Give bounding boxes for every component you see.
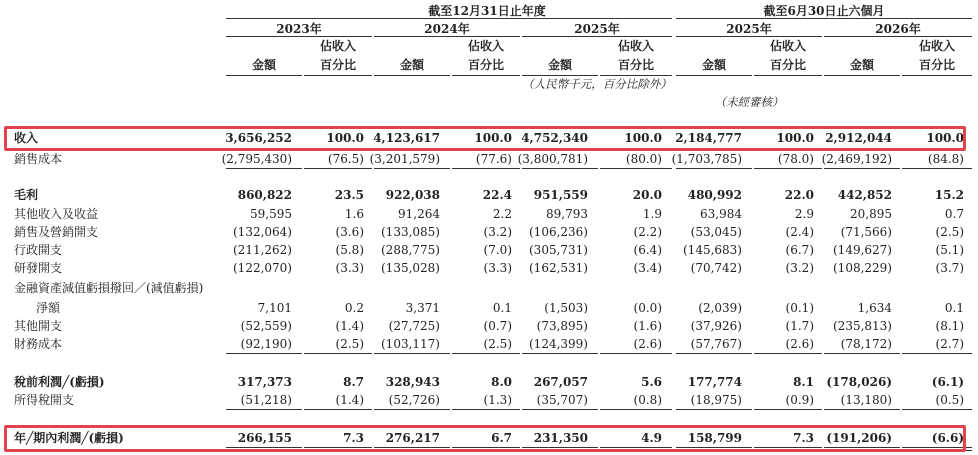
percent-cell: (2.5)	[335, 337, 364, 351]
subheader-rule	[374, 75, 450, 76]
header-year-group: 截至12月31日止年度	[428, 4, 546, 18]
percent-cell: (3.4)	[633, 261, 662, 275]
row-label: 稅前利潤╱(虧損)	[14, 375, 105, 389]
amount-cell: (288,775)	[381, 243, 440, 257]
amount-cell: (122,070)	[233, 261, 292, 275]
percent-cell: (5.1)	[935, 243, 964, 257]
table-row	[0, 241, 978, 259]
header-half-group-rule	[676, 18, 972, 19]
percent-cell: 100.0	[926, 131, 964, 145]
amount-cell: 267,057	[533, 375, 588, 389]
table-row	[0, 186, 978, 204]
subtotal-rule	[600, 409, 672, 410]
table-row	[0, 373, 978, 391]
subheader-rule	[824, 75, 900, 76]
amount-cell: (52,559)	[240, 319, 292, 333]
year-header-2026-half: 2026年	[875, 22, 921, 36]
row-label: 年╱期內利潤╱(虧損)	[14, 431, 124, 445]
amount-cell: 1,634	[857, 301, 892, 315]
amount-cell: (124,399)	[529, 337, 588, 351]
percent-cell: (6.4)	[633, 243, 662, 257]
revenue-highlight-box	[4, 126, 966, 151]
row-label: 淨額	[36, 301, 61, 315]
amount-cell: (2,469,192)	[821, 152, 892, 166]
table-row	[0, 391, 978, 409]
year-header-2025: 2025年	[574, 22, 620, 36]
percent-cell: (3.6)	[335, 225, 364, 239]
header-year-group-rule	[226, 18, 672, 19]
percent-cell: (8.1)	[935, 319, 964, 333]
subtotal-rule	[304, 409, 372, 410]
row-label: 研發開支	[14, 261, 63, 275]
amount-cell: (106,236)	[529, 225, 588, 239]
percent-cell: 100.0	[474, 131, 512, 145]
percent-cell: 100.0	[326, 131, 364, 145]
percent-cell: 6.7	[491, 431, 512, 445]
row-label: 銷售成本	[14, 152, 63, 166]
pct-header-line2: 百分比	[467, 58, 504, 72]
percent-cell: 22.0	[784, 188, 814, 202]
percent-cell: (2.5)	[483, 337, 512, 351]
subheader-rule	[304, 75, 372, 76]
amount-cell: (178,026)	[826, 375, 892, 389]
percent-cell: (6.7)	[785, 243, 814, 257]
percent-cell: (5.8)	[335, 243, 364, 257]
row-label: 收入	[14, 131, 39, 145]
pct-header-line1: 佔收入	[769, 39, 806, 53]
subtotal-rule	[452, 409, 520, 410]
amount-header: 金額	[399, 58, 424, 72]
subtotal-rule	[754, 409, 822, 410]
amount-cell: (71,566)	[840, 225, 892, 239]
amount-cell: (2,795,430)	[221, 152, 292, 166]
amount-cell: 922,038	[385, 188, 440, 202]
amount-cell: (37,926)	[690, 319, 742, 333]
amount-cell: 317,373	[237, 375, 292, 389]
amount-cell: (3,201,579)	[369, 152, 440, 166]
amount-cell: 328,943	[385, 375, 440, 389]
percent-cell: 20.0	[632, 188, 662, 202]
year-rule-2023	[226, 36, 372, 37]
subtotal-rule	[600, 168, 672, 169]
percent-cell: 4.9	[641, 431, 662, 445]
percent-cell: 100.0	[624, 131, 662, 145]
table-row	[0, 279, 978, 297]
percent-cell: 0.2	[344, 301, 364, 315]
amount-cell: 266,155	[237, 431, 292, 445]
year-rule-2024	[374, 36, 520, 37]
table-row	[0, 317, 978, 335]
amount-cell: (53,045)	[690, 225, 742, 239]
subtotal-rule	[824, 168, 900, 169]
subtotal-rule	[226, 168, 302, 169]
amount-header: 金額	[251, 58, 276, 72]
row-label: 財務成本	[14, 337, 63, 351]
percent-cell: (3.2)	[483, 225, 512, 239]
percent-cell: (0.9)	[785, 393, 814, 407]
percent-cell: 22.4	[482, 188, 512, 202]
amount-cell: (18,975)	[690, 393, 742, 407]
pct-header-line1: 佔收入	[467, 39, 504, 53]
subtotal-rule	[374, 353, 450, 354]
table-row	[0, 150, 978, 168]
subtotal-rule	[374, 409, 450, 410]
amount-cell: (13,180)	[840, 393, 892, 407]
amount-cell: (57,767)	[690, 337, 742, 351]
subtotal-rule	[226, 409, 302, 410]
amount-cell: (191,206)	[826, 431, 892, 445]
amount-cell: (1,503)	[544, 301, 588, 315]
percent-cell: 7.3	[793, 431, 814, 445]
amount-cell: 276,217	[385, 431, 440, 445]
amount-cell: (73,895)	[536, 319, 588, 333]
subtotal-rule	[522, 168, 598, 169]
amount-cell: 91,264	[398, 207, 440, 221]
amount-cell: 860,822	[237, 188, 292, 202]
amount-cell: (103,117)	[381, 337, 440, 351]
year-rule-2026-half	[824, 36, 972, 37]
amount-cell: (78,172)	[840, 337, 892, 351]
amount-cell: 2,912,044	[825, 131, 892, 145]
unaudited-note: （未經審核）	[714, 95, 784, 109]
percent-cell: 0.1	[944, 301, 964, 315]
amount-header: 金額	[849, 58, 874, 72]
row-label: 所得稅開支	[14, 393, 75, 407]
pct-header-line1: 佔收入	[918, 39, 955, 53]
subtotal-rule	[374, 168, 450, 169]
pct-header-line2: 百分比	[918, 58, 955, 72]
percent-cell: (6.1)	[931, 375, 964, 389]
amount-cell: 63,984	[700, 207, 742, 221]
percent-cell: (3.3)	[335, 261, 364, 275]
subtotal-rule	[676, 353, 752, 354]
subheader-rule	[226, 75, 302, 76]
amount-cell: (135,028)	[381, 261, 440, 275]
amount-cell: (145,683)	[683, 243, 742, 257]
percent-cell: (2.2)	[633, 225, 662, 239]
amount-cell: (1,703,785)	[671, 152, 742, 166]
percent-cell: 8.1	[793, 375, 814, 389]
percent-cell: (1.4)	[335, 393, 364, 407]
amount-cell: (108,229)	[833, 261, 892, 275]
percent-cell: (0.5)	[935, 393, 964, 407]
pct-header-line2: 百分比	[617, 58, 654, 72]
percent-cell: 100.0	[776, 131, 814, 145]
subtotal-rule	[824, 409, 900, 410]
percent-cell: (2.6)	[785, 337, 814, 351]
amount-cell: (92,190)	[240, 337, 292, 351]
row-label: 行政開支	[14, 243, 63, 257]
amount-cell: 3,371	[405, 301, 440, 315]
percent-cell: 23.5	[334, 188, 364, 202]
pct-header-line2: 百分比	[319, 58, 356, 72]
pct-header-line1: 佔收入	[617, 39, 654, 53]
amount-cell: 7,101	[257, 301, 292, 315]
percent-cell: (0.1)	[785, 301, 814, 315]
amount-cell: (35,707)	[536, 393, 588, 407]
amount-header: 金額	[701, 58, 726, 72]
amount-cell: (132,064)	[233, 225, 292, 239]
table-row	[0, 205, 978, 223]
amount-cell: (2,039)	[698, 301, 742, 315]
amount-cell: (305,731)	[529, 243, 588, 257]
amount-cell: (51,218)	[240, 393, 292, 407]
subheader-rule	[452, 75, 520, 76]
pct-header-line1: 佔收入	[319, 39, 356, 53]
percent-cell: 2.2	[492, 207, 512, 221]
percent-cell: (0.7)	[483, 319, 512, 333]
subtotal-rule	[824, 353, 900, 354]
percent-cell: (2.4)	[785, 225, 814, 239]
table-row	[0, 259, 978, 277]
percent-cell: (1.7)	[785, 319, 814, 333]
amount-cell: 4,752,340	[521, 131, 588, 145]
row-label: 毛利	[14, 188, 39, 202]
percent-cell: (3.7)	[935, 261, 964, 275]
amount-cell: (133,085)	[381, 225, 440, 239]
percent-cell: (2.5)	[935, 225, 964, 239]
percent-cell: (1.4)	[335, 319, 364, 333]
percent-cell: 1.9	[642, 207, 662, 221]
percent-cell: (0.8)	[633, 393, 662, 407]
percent-cell: (84.8)	[927, 152, 964, 166]
subtotal-rule	[226, 353, 302, 354]
amount-cell: 158,799	[687, 431, 742, 445]
subheader-rule	[902, 75, 972, 76]
header-half-group: 截至6月30日止六個月	[763, 4, 885, 18]
percent-cell: 8.7	[343, 375, 364, 389]
amount-cell: 4,123,617	[373, 131, 440, 145]
pct-header-line2: 百分比	[769, 58, 806, 72]
percent-cell: (7.0)	[483, 243, 512, 257]
percent-cell: (6.6)	[931, 431, 964, 445]
percent-cell: (76.5)	[327, 152, 364, 166]
percent-cell: 7.3	[343, 431, 364, 445]
amount-cell: 20,895	[850, 207, 892, 221]
subtotal-rule	[754, 353, 822, 354]
year-header-2025-half: 2025年	[726, 22, 772, 36]
amount-cell: 231,350	[533, 431, 588, 445]
year-header-2023: 2023年	[276, 22, 322, 36]
subtotal-rule	[676, 409, 752, 410]
percent-cell: 15.2	[934, 188, 964, 202]
subtotal-rule	[522, 409, 598, 410]
percent-cell: (80.0)	[625, 152, 662, 166]
year-rule-2025-half	[676, 36, 822, 37]
percent-cell: 1.6	[344, 207, 364, 221]
subtotal-rule	[902, 409, 972, 410]
subtotal-rule	[600, 353, 672, 354]
amount-cell: 951,559	[533, 188, 588, 202]
amount-cell: 442,852	[837, 188, 892, 202]
subtotal-rule	[452, 168, 520, 169]
percent-cell: (1.6)	[633, 319, 662, 333]
amount-cell: 177,774	[687, 375, 742, 389]
table-row	[0, 335, 978, 353]
amount-cell: (162,531)	[529, 261, 588, 275]
percent-cell: 0.7	[944, 207, 964, 221]
row-label: 銷售及營銷開支	[14, 225, 99, 239]
subtotal-rule	[452, 353, 520, 354]
table-row	[0, 223, 978, 241]
percent-cell: (3.3)	[483, 261, 512, 275]
percent-cell: (2.6)	[633, 337, 662, 351]
row-label: 其他收入及收益	[14, 207, 99, 221]
amount-cell: (235,813)	[833, 319, 892, 333]
amount-header: 金額	[547, 58, 572, 72]
unit-note: （人民幣千元，百分比除外）	[522, 77, 672, 91]
subtotal-rule	[522, 353, 598, 354]
percent-cell: (0.0)	[633, 301, 662, 315]
year-rule-2025	[522, 36, 672, 37]
percent-cell: (77.6)	[475, 152, 512, 166]
amount-cell: 2,184,777	[675, 131, 742, 145]
amount-cell: (211,262)	[233, 243, 292, 257]
subheader-rule	[676, 75, 752, 76]
amount-cell: (149,627)	[833, 243, 892, 257]
amount-cell: 89,793	[546, 207, 588, 221]
row-label: 金融資產減值虧損撥回／(減值虧損)	[14, 281, 204, 295]
percent-cell: 8.0	[491, 375, 512, 389]
year-header-2024: 2024年	[424, 22, 470, 36]
subtotal-rule	[902, 168, 972, 169]
row-label: 其他開支	[14, 319, 63, 333]
percent-cell: (1.3)	[483, 393, 512, 407]
amount-cell: 59,595	[250, 207, 292, 221]
profit-highlight-box	[4, 425, 966, 452]
percent-cell: (3.2)	[785, 261, 814, 275]
amount-cell: (27,725)	[388, 319, 440, 333]
subtotal-rule	[754, 168, 822, 169]
amount-cell: (70,742)	[690, 261, 742, 275]
percent-cell: 0.1	[492, 301, 512, 315]
amount-cell: 3,656,252	[225, 131, 292, 145]
amount-cell: (52,726)	[388, 393, 440, 407]
subtotal-rule	[676, 168, 752, 169]
table-row	[0, 299, 978, 317]
percent-cell: 2.9	[794, 207, 814, 221]
subtotal-rule	[304, 168, 372, 169]
subtotal-rule	[902, 353, 972, 354]
amount-cell: 480,992	[687, 188, 742, 202]
percent-cell: (78.0)	[777, 152, 814, 166]
subheader-rule	[754, 75, 822, 76]
subtotal-rule	[304, 353, 372, 354]
percent-cell: 5.6	[641, 375, 662, 389]
amount-cell: (3,800,781)	[517, 152, 588, 166]
percent-cell: (2.7)	[935, 337, 964, 351]
